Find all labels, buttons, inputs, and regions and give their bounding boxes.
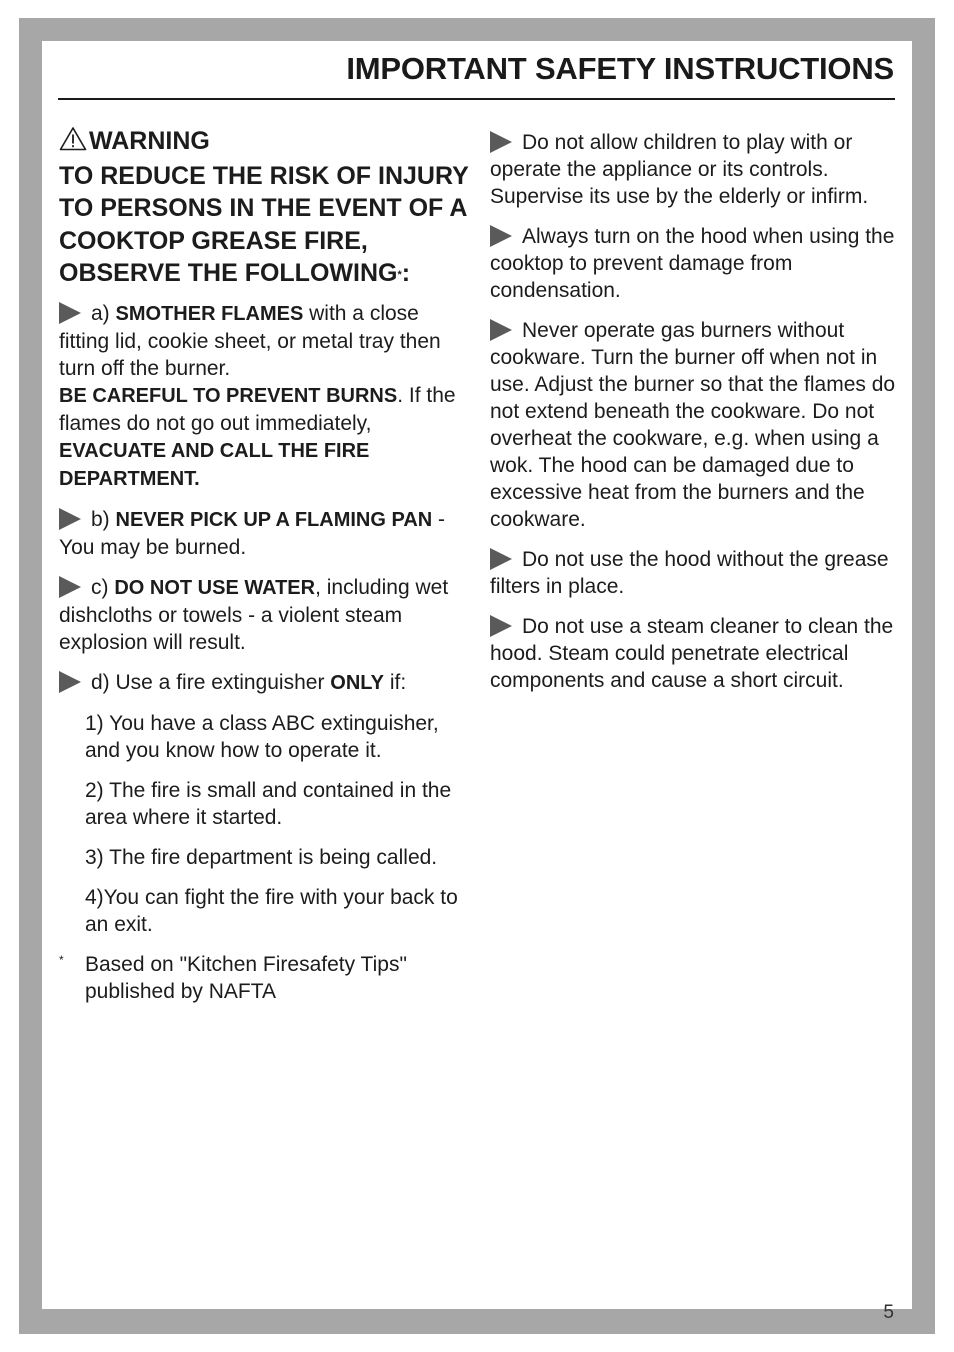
instruction-d bbox=[59, 669, 469, 697]
bullet-arrow-icon bbox=[490, 225, 512, 247]
instruction-a-text: with a close fitting lid, cookie sheet, or metal tray then turn off the burner. bbox=[59, 301, 441, 380]
instruction-d-text: if: bbox=[384, 670, 407, 694]
bullet-arrow-icon bbox=[490, 615, 512, 637]
right-column bbox=[490, 129, 900, 707]
instruction-children-text: Do not allow children to play with or operate the appliance or its controls. Supervise its use by the elderly or infirm. bbox=[490, 131, 869, 208]
condition-4: 4)You can fight the fire with your back to an exit. bbox=[85, 885, 458, 936]
instruction-b-text: - You may be burned. bbox=[59, 507, 446, 559]
instruction-gas-burners bbox=[490, 317, 900, 533]
instruction-hood-on bbox=[490, 223, 900, 304]
footnote bbox=[59, 951, 469, 1005]
condition-1: 1) You have a class ABC extinguisher, and you know how to operate it. bbox=[85, 711, 439, 762]
warning-title bbox=[59, 125, 469, 160]
footnote-mark: * bbox=[59, 952, 64, 967]
instruction-d-prefix: d) Use a fire extinguisher bbox=[91, 670, 331, 694]
instruction-a-text-2: . If the flames do not go out immediately, bbox=[59, 383, 456, 435]
bullet-arrow-icon bbox=[490, 131, 512, 153]
bullet-arrow-icon bbox=[490, 548, 512, 570]
instruction-d-emphasis: ONLY bbox=[330, 671, 385, 694]
instruction-c bbox=[59, 574, 469, 656]
footnote-reference: * bbox=[397, 269, 402, 281]
document-page bbox=[42, 41, 912, 1309]
condition-2: 2) The fire is small and contained in the area where it started. bbox=[85, 778, 452, 829]
condition-3: 3) The fire department is being called. bbox=[85, 845, 438, 869]
bullet-arrow-icon bbox=[490, 319, 512, 341]
warning-label: WARNING bbox=[89, 127, 210, 155]
warning-heading bbox=[59, 160, 469, 290]
bullet-arrow-icon bbox=[59, 576, 81, 598]
left-column bbox=[59, 125, 469, 1005]
instruction-steam-cleaner bbox=[490, 613, 900, 694]
bullet-arrow-icon bbox=[59, 671, 81, 693]
instruction-b-prefix: b) bbox=[91, 507, 116, 531]
instruction-a-prefix: a) bbox=[91, 301, 116, 325]
instruction-grease-filters bbox=[490, 546, 900, 600]
instruction-a-emphasis-3: EVACUATE AND CALL THE FIRE DEPARTMENT. bbox=[59, 439, 370, 490]
instruction-a-emphasis-2: BE CAREFUL TO PREVENT BURNS bbox=[59, 384, 398, 407]
instruction-c-prefix: c) bbox=[91, 575, 115, 599]
bullet-arrow-icon bbox=[59, 508, 81, 530]
instruction-b-emphasis: NEVER PICK UP A FLAMING PAN bbox=[115, 508, 433, 531]
warning-heading-colon: : bbox=[401, 259, 411, 287]
instruction-b bbox=[59, 506, 469, 561]
instruction-hood-on-text: Always turn on the hood when using the cooktop to prevent damage from condensation. bbox=[490, 225, 895, 302]
instruction-a-emphasis: SMOTHER FLAMES bbox=[115, 302, 304, 325]
instruction-steam-cleaner-text: Do not use a steam cleaner to clean the hood. Steam could penetrate electrical components and cause a short circuit. bbox=[490, 615, 894, 692]
instruction-children bbox=[490, 129, 900, 210]
page-number: 5 bbox=[883, 1302, 894, 1323]
bullet-arrow-icon bbox=[59, 302, 81, 324]
page-title: IMPORTANT SAFETY INSTRUCTIONS bbox=[346, 51, 894, 86]
instruction-grease-filters-text: Do not use the hood without the grease filters in place. bbox=[490, 548, 889, 598]
footnote-text: Based on "Kitchen Firesafety Tips" published by NAFTA bbox=[85, 952, 407, 1003]
instruction-a bbox=[59, 300, 469, 493]
instruction-gas-burners-text: Never operate gas burners without cookware. Turn the burner off when not in use. Adjust the burner so that the flames do not extend beneath the cookware. Do not overheat the cookware, e.g. when using a wok. The hood can be damaged due to excessive heat from the burners and the cookware. bbox=[490, 319, 896, 531]
instruction-c-text: , including wet dishcloths or towels - a violent steam explosion will result. bbox=[59, 575, 449, 654]
header-divider bbox=[58, 98, 895, 100]
warning-heading-text: TO REDUCE THE RISK OF INJURY TO PERSONS IN THE EVENT OF A COOKTOP GREASE FIRE, OBSERVE THE FOLLOWING bbox=[59, 161, 469, 287]
warning-triangle-icon bbox=[59, 126, 87, 160]
instruction-c-emphasis: DO NOT USE WATER bbox=[114, 576, 316, 599]
